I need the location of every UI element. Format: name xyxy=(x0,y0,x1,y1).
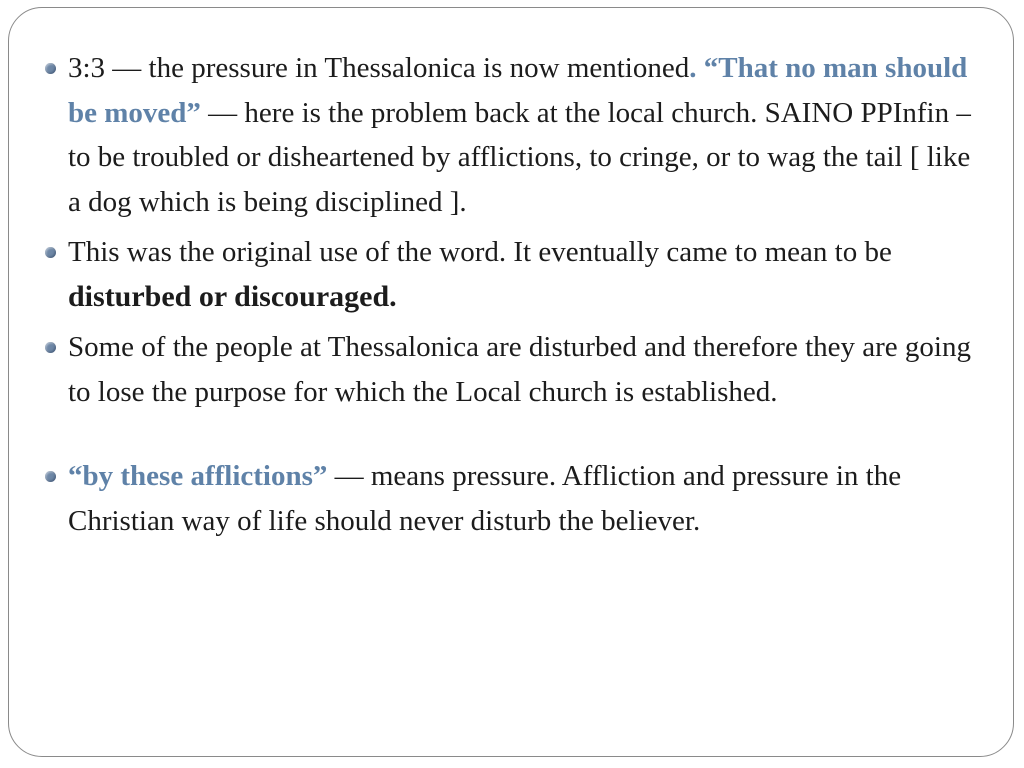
bullet-list xyxy=(45,46,975,549)
bullet-1-rest: — here is the problem back at the local church. SAINO PPInfin – to be troubled or disheartened by afflictions, to cringe, or to wag the tail [ like a dog which is being disciplined ]. xyxy=(68,96,971,218)
bullet-4-quote: “by these afflictions” xyxy=(68,460,328,492)
bullet-2-text: This was the original use of the word. It eventually came to mean to be xyxy=(68,236,892,268)
bullet-item-4 xyxy=(45,454,975,543)
bullet-1-quote: . “That no man should be moved” xyxy=(68,52,968,129)
bullet-dot-icon xyxy=(45,471,56,482)
bullet-dot-icon xyxy=(45,342,56,353)
bullet-1-text: 3:3 — the pressure in Thessalonica is now mentioned xyxy=(68,52,690,84)
bullet-item-3 xyxy=(45,325,975,414)
bullet-3-text: Some of the people at Thessalonica are disturbed and therefore they are going to lose the purpose for which the Local church is established. xyxy=(68,331,971,408)
bullet-4-rest: — means pressure. Affliction and pressure in the Christian way of life should never disturb the believer. xyxy=(68,460,902,537)
bullet-dot-icon xyxy=(45,247,56,258)
slide-frame xyxy=(8,7,1014,757)
bullet-2-emphasis: disturbed or discouraged. xyxy=(68,279,397,313)
bullet-item-2 xyxy=(45,230,975,319)
bullet-dot-icon xyxy=(45,63,56,74)
bullet-item-1 xyxy=(45,46,975,224)
